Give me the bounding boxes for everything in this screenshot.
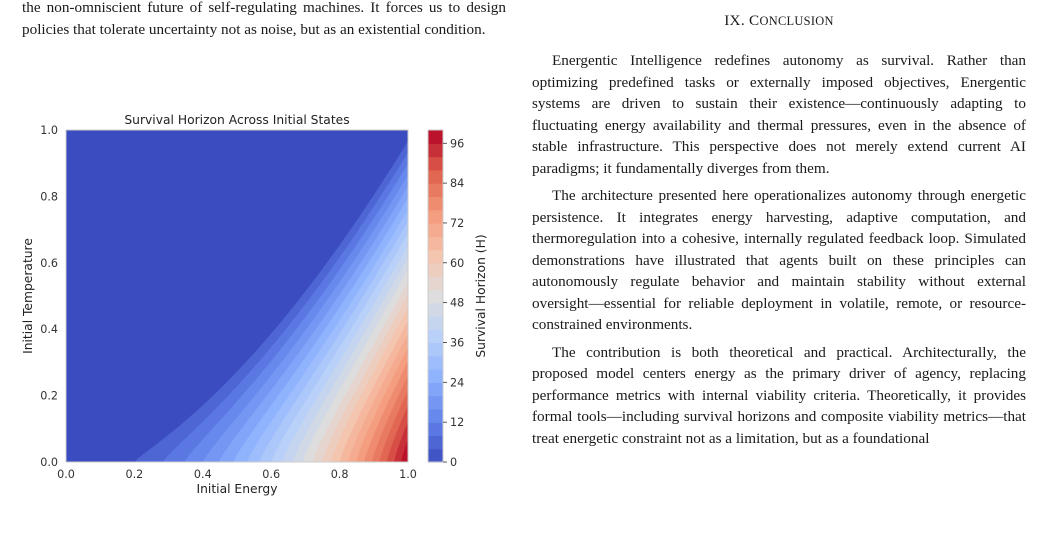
section-number: IX. <box>724 12 745 29</box>
section-title-initial: C <box>749 12 760 29</box>
colorbar-band <box>428 422 443 436</box>
colorbar-band <box>428 289 443 303</box>
colorbar-band <box>428 250 443 264</box>
colorbar <box>428 130 443 463</box>
y-tick-label: 0.8 <box>40 190 58 204</box>
paragraph-tail: the non-omniscient future of self-regulating machines. It forces us to design policies that tolerate uncertainty not as noise, but as an existential condition. <box>22 0 506 38</box>
colorbar-band <box>428 210 443 224</box>
colorbar-band <box>428 170 443 184</box>
colorbar-band <box>428 223 443 237</box>
colorbar-band <box>428 196 443 210</box>
colorbar-tick-label: 12 <box>450 416 465 430</box>
colorbar-band <box>428 382 443 396</box>
colorbar-band <box>428 143 443 157</box>
section-heading <box>532 12 1026 30</box>
colorbar-band <box>428 316 443 330</box>
x-tick-label: 0.8 <box>330 468 349 481</box>
x-tick-label: 0.6 <box>262 468 281 481</box>
colorbar-label: Survival Horizon (H) <box>474 234 488 358</box>
colorbar-tick-label: 72 <box>450 216 465 230</box>
conclusion-paragraph-1: Energentic Intelligence redefines autonomy as survival. Rather than optimizing predefined tasks or externally imposed objectives, Energentic systems are driven to sustain their existence—continuously adapting to fluctuating energy availability and thermal pressures, even in the absence of stable infrastructure. This perspective does not merely extend current AI paradigms; it fundamentally diverges from them. <box>532 52 1026 177</box>
colorbar-band <box>428 263 443 277</box>
colorbar-ticks <box>443 137 464 469</box>
x-axis-label: Initial Energy <box>196 482 278 496</box>
colorbar-band <box>428 356 443 370</box>
colorbar-band <box>428 276 443 290</box>
colorbar-tick-label: 96 <box>450 137 465 151</box>
x-tick-label: 0.4 <box>193 468 212 481</box>
colorbar-band <box>428 236 443 250</box>
y-tick-label: 0.0 <box>40 456 58 469</box>
section-title-rest: ONCLUSION <box>759 14 834 28</box>
colorbar-tick-label: 36 <box>450 336 465 350</box>
colorbar-band <box>428 329 443 343</box>
x-axis <box>57 468 417 481</box>
colorbar-tick-label: 48 <box>450 296 465 310</box>
colorbar-band <box>428 396 443 410</box>
right-column <box>532 0 1026 449</box>
conclusion-paragraph-2: The architecture presented here operationalizes autonomy through energetic persistence. It integrates energy harvesting, adaptive computation, and thermoregulation into a cohesive, internally regulated feedback loop. Simulated demonstrations have illustrated that agents built on these principles can autonomously regulate behavior and maintain stability without external oversight—essential for reliable deployment in volatile, remote, or resource-constrained environments. <box>532 187 1026 333</box>
colorbar-band <box>428 130 443 144</box>
y-tick-label: 0.6 <box>40 256 58 270</box>
survival-horizon-figure <box>0 0 520 541</box>
colorbar-tick-label: 84 <box>450 177 465 191</box>
colorbar-band <box>428 409 443 423</box>
colorbar-tick-label: 24 <box>450 376 465 390</box>
colorbar-band <box>428 435 443 449</box>
colorbar-band <box>428 183 443 197</box>
y-axis <box>40 124 58 469</box>
plot-area <box>66 130 408 462</box>
colorbar-band <box>428 303 443 317</box>
colorbar-tick-label: 0 <box>450 456 458 469</box>
colorbar-band <box>428 449 443 463</box>
y-axis-label: Initial Temperature <box>21 238 35 354</box>
y-tick-label: 0.2 <box>40 389 58 403</box>
colorbar-tick-label: 60 <box>450 256 465 270</box>
y-tick-label: 1.0 <box>40 124 58 137</box>
y-tick-label: 0.4 <box>40 323 58 337</box>
colorbar-band <box>428 157 443 171</box>
chart-title: Survival Horizon Across Initial States <box>124 113 350 127</box>
x-tick-label: 0.2 <box>125 468 144 481</box>
x-tick-label: 0.0 <box>57 468 75 481</box>
colorbar-band <box>428 369 443 383</box>
x-tick-label: 1.0 <box>399 468 417 481</box>
conclusion-paragraph-3: The contribution is both theoretical and practical. Architecturally, the proposed model centers energy as the primary driver of agency, replacing performance metrics with internal viability criteria. Theoretically, it provides formal tools—including survival horizons and composite viability metrics—that treat energetic constraint not as a limitation, but as a foundational <box>532 343 1026 447</box>
colorbar-band <box>428 342 443 356</box>
